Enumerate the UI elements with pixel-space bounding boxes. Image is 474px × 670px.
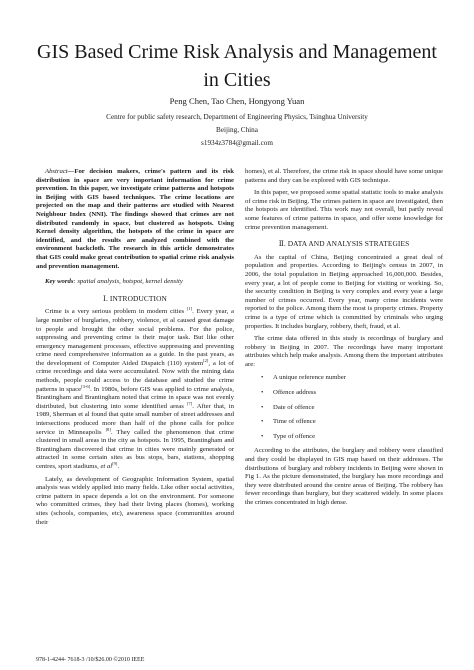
text-run: . In 1980s, before GIS was applied to crime analysis, Brantingham and Brantingham noted that crime in space was not evenly distributed, but clustering into some identified areas [36, 385, 234, 410]
citation: [7] [187, 400, 193, 406]
attribute-label: A unique reference number [273, 374, 346, 382]
citation: [9] [112, 460, 118, 466]
abstract [36, 168, 234, 271]
keywords [36, 278, 234, 287]
attribute-item [261, 404, 443, 413]
data-paragraph-2: The crime data offered in this study is recordings of burglary and robbery in Beijing in 2007. The recordings have many important attributes which help make analysis. Among them the important attributes are: [245, 335, 443, 368]
text-run: . They called the phenomenon that crime clustered in small areas in the city as hotspots. In 1995, Brantingham and Brantingham discovered that crime in cities were mainly generated or attracted in some certain sites as bus stops, bars, stations, shopping centres, sport stadiums, [36, 428, 234, 470]
paper-title-line1: GIS Based Crime Risk Analysis and Management [37, 41, 437, 63]
text-run: . After that, in 1989, Sherman et al found that quite small number of street addresses and intersections produced more than half of the phone calls for police service in Minneapolis [36, 402, 234, 436]
attribute-list [261, 374, 443, 441]
bullet-icon: • [261, 432, 264, 440]
affiliation: Centre for public safety research, Department of Engineering Physics, Tsinghua University [106, 113, 368, 121]
abstract-dash: — [67, 168, 75, 175]
attribute-label: Date of offence [273, 403, 315, 411]
section-heading-introduction: Ⅰ. INTRODUCTION [103, 293, 167, 303]
citation: [2] [203, 357, 209, 363]
text-run: . [117, 463, 120, 470]
attribute-label: Type of offence [273, 432, 316, 440]
right-column [245, 168, 443, 512]
et-al: et al [100, 463, 113, 470]
citation: [3-6] [81, 383, 91, 389]
text-run: , a lot of crime recordings and data were accumulated. Now with the mining data methods, people could access to the database and studied the crime patterns in space [36, 359, 234, 393]
data-paragraph-1: As the capital of China, Beijing concentrated a great deal of population and properties. According to Beijing's census in 2007, in 2006, the total population in Beijing approached 16,000,000. Besides, every year, a lot of people come to Beijing for visiting or working. So, the security condition in Beijing is very complex and every year a large number of crimes occurred. Every year, many crime incidents were reported to the police. Among them the most is property crimes. Property crime is a type of crime which is committed by criminals who urging properties. It includes burglary, robbery, theft, fraud, et al. [245, 253, 443, 330]
attribute-item [261, 418, 443, 427]
copyright-footer: 978-1-4244- 7618-3 /10/$26.00 ©2010 IEEE [36, 657, 145, 663]
paper-title [20, 38, 454, 94]
city: Beijing, China [216, 126, 258, 134]
bullet-icon: • [261, 403, 264, 411]
authors: Peng Chen, Tao Chen, Hongyong Yuan [169, 96, 305, 106]
email: s1934z3784@gmail.com [201, 139, 273, 147]
abstract-text: For decision makers, crime's pattern and its risk distribution in space are very important information for crime prevention. In this paper, we investigate crime patterns and hotspots in Beijing with GIS based techniques. The crime locations are projected on the map and their patterns are studied with Nearest Neighbour Index (NNI). The findings showed that crimes are not distributed randomly in space, but clustered as hotspots. Using Kernel density algorithm, the hotspots of the crime in space are identified, and the results are analyzed combined with the environment backcloth. The research in this article demonstrates that GIS could make great contribution to spatial crime risk analysis and prevention management. [36, 168, 234, 270]
citation: [8] [105, 426, 111, 432]
attribute-label: Time of offence [273, 418, 316, 426]
abstract-label: Abstract [45, 168, 68, 175]
intro-paragraph-3: homes), et al. Therefore, the crime risk in space should have some unique patterns and they can be explored with GIS technique. [245, 168, 443, 184]
intro-paragraph-1 [36, 308, 234, 471]
data-paragraph-3: According to the attributes, the burglary and robbery were classified and they could be displayed in GIS map based on their addresses. The distributions of burglary and robbery incidents in Beijing were shown in Fig 1. As the picture demonstrated, the burglary has more recordings and they were distributed around the centre areas of Beijing. The robbery has fewer recordings than burglary, but they scattered widely. In some places the crimes concentrated in high dense. [245, 447, 443, 506]
intro-paragraph-4: In this paper, we proposed some spatial statistic tools to make analysis of crime risk in Beijing. The crimes pattern in space are investigated, then the hotspots are identified. This work may not overall, but partly reveal some features of crime patterns in space, and offer some knowledge for crime prevention management. [245, 189, 443, 231]
bullet-icon: • [261, 389, 264, 397]
text-run: Crime is a very serious problem in modern cities [45, 308, 187, 316]
attribute-item [261, 433, 443, 442]
keywords-text: : spatial analysis, hotspot, kernel density [73, 278, 183, 286]
text-run: . Every year, a large number of burglaries, robbery, violence, et al caused great damage to people and brought the other social problems. For the police, suppressing and preventing crime is their major task. But like other emergency management processes, effective suppressing and preventing crime need comprehensive information as a guide. In the past years, as the development of Computer Aided Dispatch (110) system [36, 308, 234, 367]
citation: [1] [186, 306, 193, 312]
bullet-icon: • [261, 418, 264, 426]
intro-paragraph-2: Lately, as development of Geographic Information System, spatial analysis was widely applied into many fields. Like other social activities, crime pattern in space depends a lot on the environment. For someone who committed crimes, they had their living places (homes), working sites (schools, companies, etc), awareness space (communities around their [36, 475, 234, 526]
keywords-label: Key words [45, 278, 74, 286]
paper-title-line2: in Cities [203, 69, 271, 91]
attribute-item [261, 374, 443, 383]
attribute-label: Offence address [273, 389, 317, 397]
left-column [36, 168, 234, 531]
bullet-icon: • [261, 374, 264, 382]
section-heading-data-analysis: Ⅱ. DATA AND ANALYSIS STRATEGIES [278, 239, 410, 249]
attribute-item [261, 389, 443, 398]
